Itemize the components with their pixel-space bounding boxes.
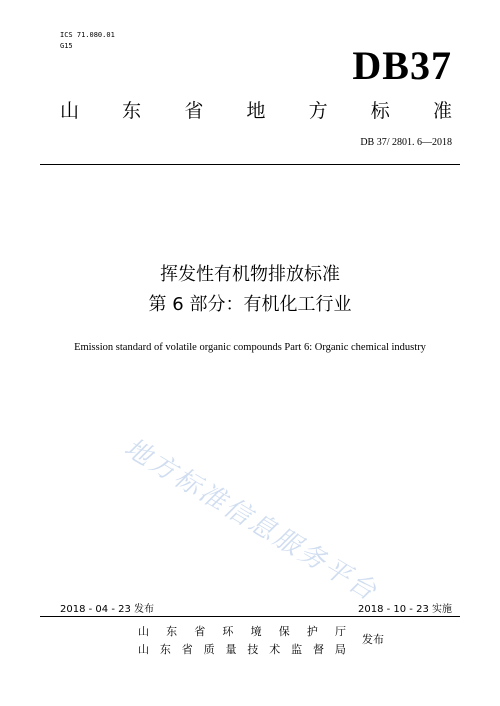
issuer-environment-dept bbox=[138, 623, 346, 641]
issuer-char: 境 bbox=[250, 625, 262, 638]
issuing-authorities bbox=[138, 623, 346, 659]
standard-number: DB 37/ 2801. 6—2018 bbox=[360, 137, 452, 148]
issuer-char: 局 bbox=[334, 643, 346, 656]
top-divider bbox=[40, 164, 460, 165]
ccs-code: G15 bbox=[60, 42, 73, 50]
issuer-char: 质 bbox=[203, 643, 215, 656]
issuer-char: 省 bbox=[194, 625, 206, 638]
issuer-char: 督 bbox=[313, 643, 324, 656]
issuer-char: 量 bbox=[225, 643, 237, 656]
standard-type-char: 标 bbox=[370, 100, 390, 122]
title-english: Emission standard of volatile organic compounds Part 6: Organic chemical industry bbox=[74, 342, 426, 353]
issuer-char: 山 bbox=[138, 643, 149, 656]
standard-type-char: 准 bbox=[432, 100, 452, 122]
ics-code: ICS 71.080.01 bbox=[60, 31, 115, 39]
issuer-char: 环 bbox=[222, 625, 234, 638]
title-chinese-line1: 挥发性有机物排放标准 bbox=[160, 264, 340, 285]
standard-type-char: 方 bbox=[308, 100, 328, 122]
issuer-char: 术 bbox=[269, 643, 281, 656]
title-chinese-line2: 第 6 部分：有机化工行业 bbox=[148, 294, 352, 315]
standard-type-char: 地 bbox=[246, 100, 266, 122]
issue-label: 发布 bbox=[362, 633, 384, 646]
publish-date: 2018 - 04 - 23 发布 bbox=[60, 604, 155, 615]
watermark: 地方标准信息服务平台 bbox=[118, 432, 384, 608]
standard-type-char: 省 bbox=[184, 100, 204, 122]
implement-date: 2018 - 10 - 23 实施 bbox=[357, 604, 452, 615]
standard-type bbox=[60, 100, 452, 122]
standard-type-char: 东 bbox=[122, 100, 142, 122]
issuer-char: 东 bbox=[166, 625, 178, 638]
issuer-char: 山 bbox=[138, 625, 149, 638]
issuer-char: 省 bbox=[181, 643, 193, 656]
bottom-divider bbox=[40, 616, 460, 617]
issuer-char: 东 bbox=[159, 643, 171, 656]
issuer-char: 护 bbox=[306, 625, 318, 638]
issuer-char: 厅 bbox=[334, 625, 346, 638]
issuer-char: 技 bbox=[247, 643, 259, 656]
issuer-char: 保 bbox=[278, 625, 290, 638]
db-code: DB37 bbox=[352, 43, 452, 88]
classification-codes bbox=[60, 30, 115, 52]
issuer-char: 监 bbox=[291, 643, 303, 656]
standard-type-char: 山 bbox=[60, 100, 80, 122]
issuer-quality-bureau bbox=[138, 641, 346, 659]
